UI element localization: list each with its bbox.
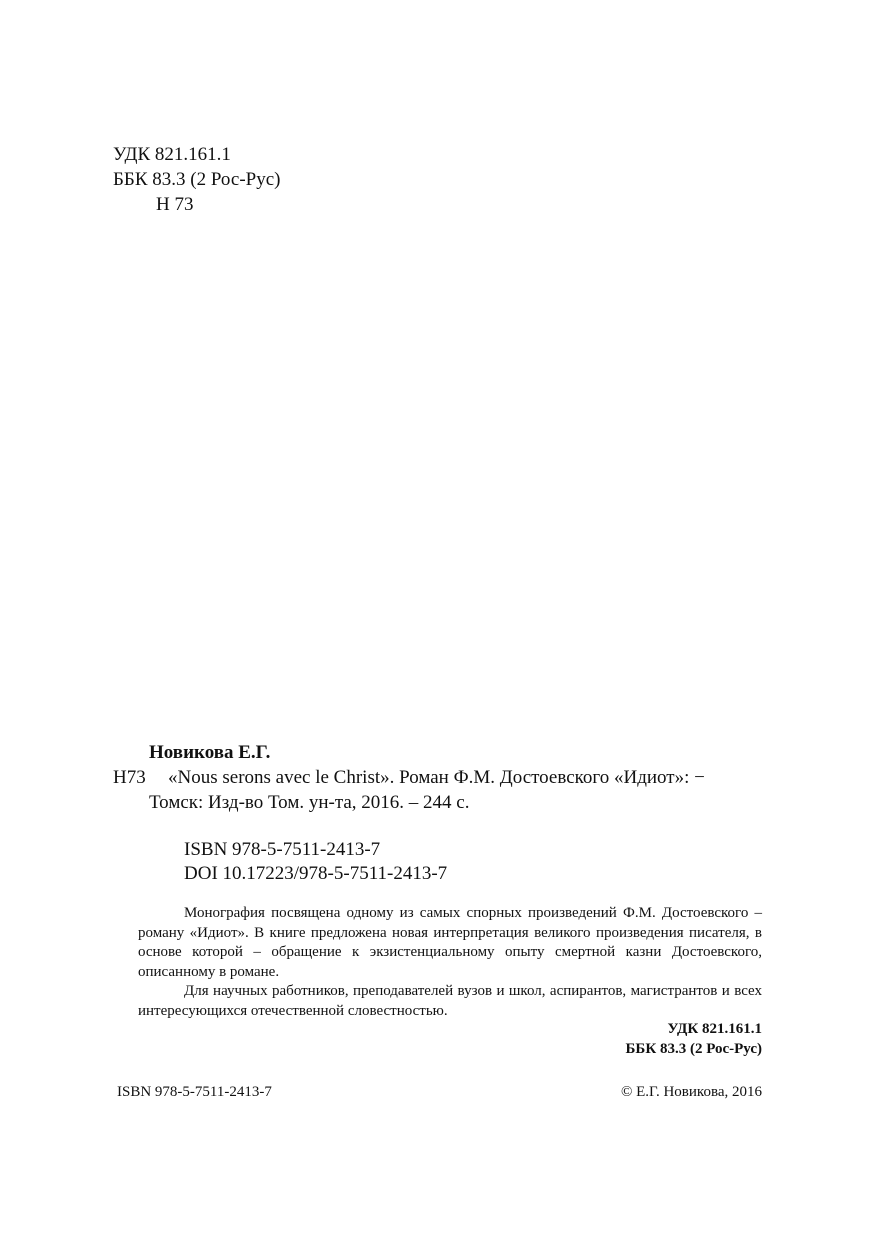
author-sign-top: Н 73 xyxy=(156,194,194,215)
classification-bottom xyxy=(625,1019,762,1059)
udk-top: УДК 821.161.1 xyxy=(113,144,231,165)
udk-bottom: УДК 821.161.1 xyxy=(667,1021,762,1037)
annotation-paragraph-2: Для научных работников, преподавателей вузов и школ, аспирантов, магистрантов и всех интересующихся отечественной словестностью. xyxy=(138,983,762,1019)
record-title: «Nous serons avec le Christ». Роман Ф.М. Достоевского «Идиот»: − xyxy=(168,767,705,788)
footer-isbn: ISBN 978-5-7511-2413-7 xyxy=(117,1084,272,1100)
bbk-top: ББК 83.3 (2 Рос-Рус) xyxy=(113,169,281,190)
annotation-paragraph-1: Монография посвящена одному из самых спорных произведений Ф.М. Достоевского – роману «Идиот». В книге предложена новая интерпретация великого произведения писателя, в основе которой – обращение к экзистенциальному опыту смертной казни Достоевского, описанному в романе. xyxy=(138,905,762,980)
record-author: Новикова Е.Г. xyxy=(149,742,271,763)
record-sign: Н73 xyxy=(113,767,146,788)
footer-copyright: © Е.Г. Новикова, 2016 xyxy=(620,1084,762,1100)
bbk-bottom: ББК 83.3 (2 Рос-Рус) xyxy=(625,1041,762,1057)
annotation xyxy=(138,904,762,1021)
doi-main: DOI 10.17223/978-5-7511-2413-7 xyxy=(184,863,448,884)
record-publisher: Томск: Изд-во Том. ун-та, 2016. – 244 с. xyxy=(149,792,470,813)
isbn-main: ISBN 978-5-7511-2413-7 xyxy=(184,839,381,860)
